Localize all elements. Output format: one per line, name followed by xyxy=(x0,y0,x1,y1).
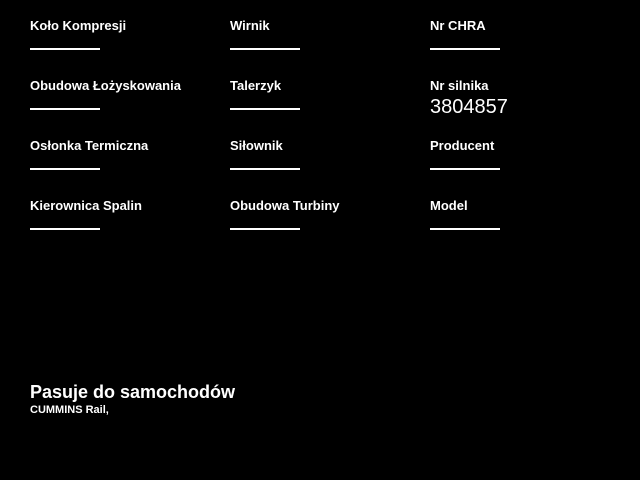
field-underline xyxy=(230,168,300,170)
field-underline xyxy=(30,108,100,110)
field-underline xyxy=(430,228,500,230)
field-kierownica-spalin xyxy=(30,199,230,259)
field-underline xyxy=(30,228,100,230)
field-nr-silnika xyxy=(430,79,630,139)
field-label: Kierownica Spalin xyxy=(30,198,142,213)
compatibility-heading: Pasuje do samochodów xyxy=(30,382,236,402)
field-kolo-kompresji xyxy=(30,19,230,79)
field-underline xyxy=(30,48,100,50)
field-label: Obudowa Turbiny xyxy=(230,198,340,213)
field-oslonka-termiczna xyxy=(30,139,230,199)
field-talerzyk xyxy=(230,79,430,139)
field-nr-chra xyxy=(430,19,630,79)
field-label: Koło Kompresji xyxy=(30,18,127,33)
field-label: Model xyxy=(430,198,468,213)
field-label: Siłownik xyxy=(230,138,283,153)
field-underline xyxy=(230,48,300,50)
field-silownik xyxy=(230,139,430,199)
field-underline xyxy=(30,168,100,170)
field-label: Nr silnika xyxy=(430,78,489,93)
field-underline xyxy=(430,48,500,50)
field-underline xyxy=(230,108,300,110)
compatibility-items: CUMMINS Rail, xyxy=(30,404,109,416)
field-label: Nr CHRA xyxy=(430,18,486,33)
field-obudowa-lozyskowania xyxy=(30,79,230,139)
field-model xyxy=(430,199,630,259)
field-label: Producent xyxy=(430,138,495,153)
field-obudowa-turbiny xyxy=(230,199,430,259)
compatibility-section xyxy=(30,383,235,417)
field-label: Wirnik xyxy=(230,18,270,33)
field-underline xyxy=(430,168,500,170)
field-value-engine-number: 3804857 xyxy=(430,96,508,118)
field-producent xyxy=(430,139,630,199)
field-label: Obudowa Łożyskowania xyxy=(30,78,181,93)
field-label: Osłonka Termiczna xyxy=(30,138,149,153)
spec-fields-grid xyxy=(30,19,630,259)
field-underline xyxy=(230,228,300,230)
field-label: Talerzyk xyxy=(230,78,282,93)
field-wirnik xyxy=(230,19,430,79)
